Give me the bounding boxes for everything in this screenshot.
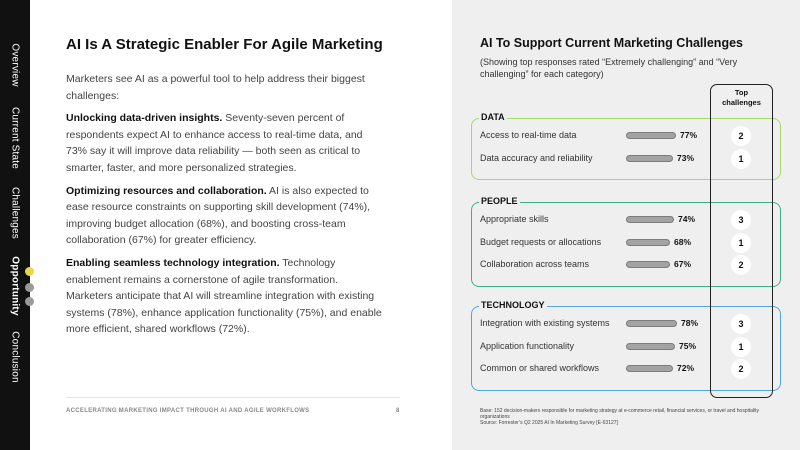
chart-bar: [626, 365, 673, 372]
base-source-note: [480, 408, 780, 426]
chart-row-label: Collaboration across teams: [480, 259, 590, 269]
nav-progress-dot: [25, 297, 34, 306]
base-note: Base: 152 decision-makers responsible for marketing strategy at e-commerce retail, financial services, or travel and hospitality organizations: [480, 408, 760, 420]
chart-title: AI To Support Current Marketing Challenges: [480, 36, 743, 50]
section-body: Technology enablement remains a cornerstone of agile transformation. Marketers anticipate that AI will streamline integration with existing systems (78%), enhance application functionality (75%), and enable more efficient, shared workflows (72%).: [66, 256, 382, 336]
top-challenge-rank-badge: 3: [731, 210, 751, 230]
chart-row-label: Application functionality: [480, 340, 575, 351]
intro-paragraph: Marketers see AI as a powerful tool to help address their biggest challenges:: [66, 73, 365, 102]
page-title: AI Is A Strategic Enabler For Agile Marketing: [66, 36, 383, 53]
chart-row-label: Data accuracy and reliability: [480, 152, 593, 163]
chart-value-label: 75%: [679, 340, 697, 351]
top-challenge-rank-badge: 3: [731, 314, 751, 334]
chart-value-label: 73%: [677, 152, 695, 163]
chart-value-label: 72%: [677, 363, 695, 373]
chart-group-label: TECHNOLOGY: [481, 300, 545, 310]
section-heading: Unlocking data-driven insights.: [66, 112, 223, 125]
chart-bar: [626, 320, 677, 327]
chart-group-label: DATA: [481, 112, 505, 122]
chart-bar: [626, 155, 673, 162]
section-body: AI is also expected to ease resource constraints on supporting skill development (74%), improving budget allocation (68%), and boosting cross-team collaboration (67%) for greater efficiency.: [66, 184, 371, 247]
chart-subtitle: (Showing top responses rated “Extremely challenging” and “Very challenging” for each category): [480, 57, 738, 79]
top-challenge-rank-badge: 1: [731, 149, 751, 169]
nav-progress-dot: [25, 283, 34, 292]
top-challenges-header-line: challenges: [722, 98, 761, 107]
chart-value-label: 68%: [674, 236, 692, 247]
top-challenge-rank-badge: 2: [731, 255, 751, 275]
chart-row-label: Access to real-time data: [480, 130, 577, 140]
section-body: Seventy-seven percent of respondents expect AI to enhance access to real-time data, and 73% say it will improve data reliability — both seen as critical to smarter, faster, and more personalized strategies.: [66, 112, 363, 174]
chart-value-label: 77%: [680, 130, 698, 140]
top-challenge-rank-badge: 2: [731, 359, 751, 379]
chart-panel: [452, 0, 800, 450]
chart-row-label: Budget requests or allocations: [480, 236, 602, 247]
chart-bar: [626, 239, 670, 246]
chart-row-label: Integration with existing systems: [480, 318, 610, 328]
section-heading: Enabling seamless technology integration.: [66, 256, 280, 269]
section-nav: [0, 0, 30, 450]
top-challenges-header: [711, 88, 772, 108]
chart-value-label: 78%: [681, 318, 699, 328]
chart-row-label: Common or shared workflows: [480, 363, 600, 373]
chart-bar: [626, 261, 670, 268]
top-challenge-rank-badge: 2: [731, 126, 751, 146]
section-paragraph-resources: [66, 183, 386, 249]
chart-bar: [626, 343, 675, 350]
section-heading: Optimizing resources and collaboration.: [66, 184, 267, 197]
source-note: Source: Forrester’s Q2 2025 AI In Marketing Survey [E-63127]: [480, 420, 618, 426]
nav-item-conclusion[interactable]: Conclusion: [9, 331, 21, 383]
page-number: 8: [396, 408, 400, 414]
chart-row-label: Appropriate skills: [480, 214, 549, 224]
nav-item-opportunity[interactable]: Opportunity: [9, 256, 21, 316]
nav-item-current-state[interactable]: Current State: [9, 106, 21, 170]
top-challenge-rank-badge: 1: [731, 337, 751, 357]
nav-item-overview[interactable]: Overview: [9, 43, 21, 87]
top-challenges-header-line: Top: [734, 88, 749, 97]
footer-title: ACCELERATING MARKETING IMPACT THROUGH AI AND AGILE WORKFLOWS: [66, 408, 310, 414]
section-paragraph-data: [66, 110, 386, 176]
chart-bar: [626, 216, 674, 223]
footer-divider: [66, 397, 400, 398]
article-column: [66, 36, 406, 338]
top-challenges-column: [710, 84, 773, 398]
chart-bar: [626, 132, 676, 139]
section-paragraph-technology: [66, 255, 386, 338]
nav-progress-dot-active: [25, 267, 34, 276]
top-challenge-rank-badge: 1: [731, 233, 751, 253]
chart-value-label: 74%: [678, 214, 696, 224]
nav-item-challenges[interactable]: Challenges: [9, 186, 21, 240]
chart-group-label: PEOPLE: [481, 196, 518, 206]
chart-value-label: 67%: [674, 259, 692, 269]
